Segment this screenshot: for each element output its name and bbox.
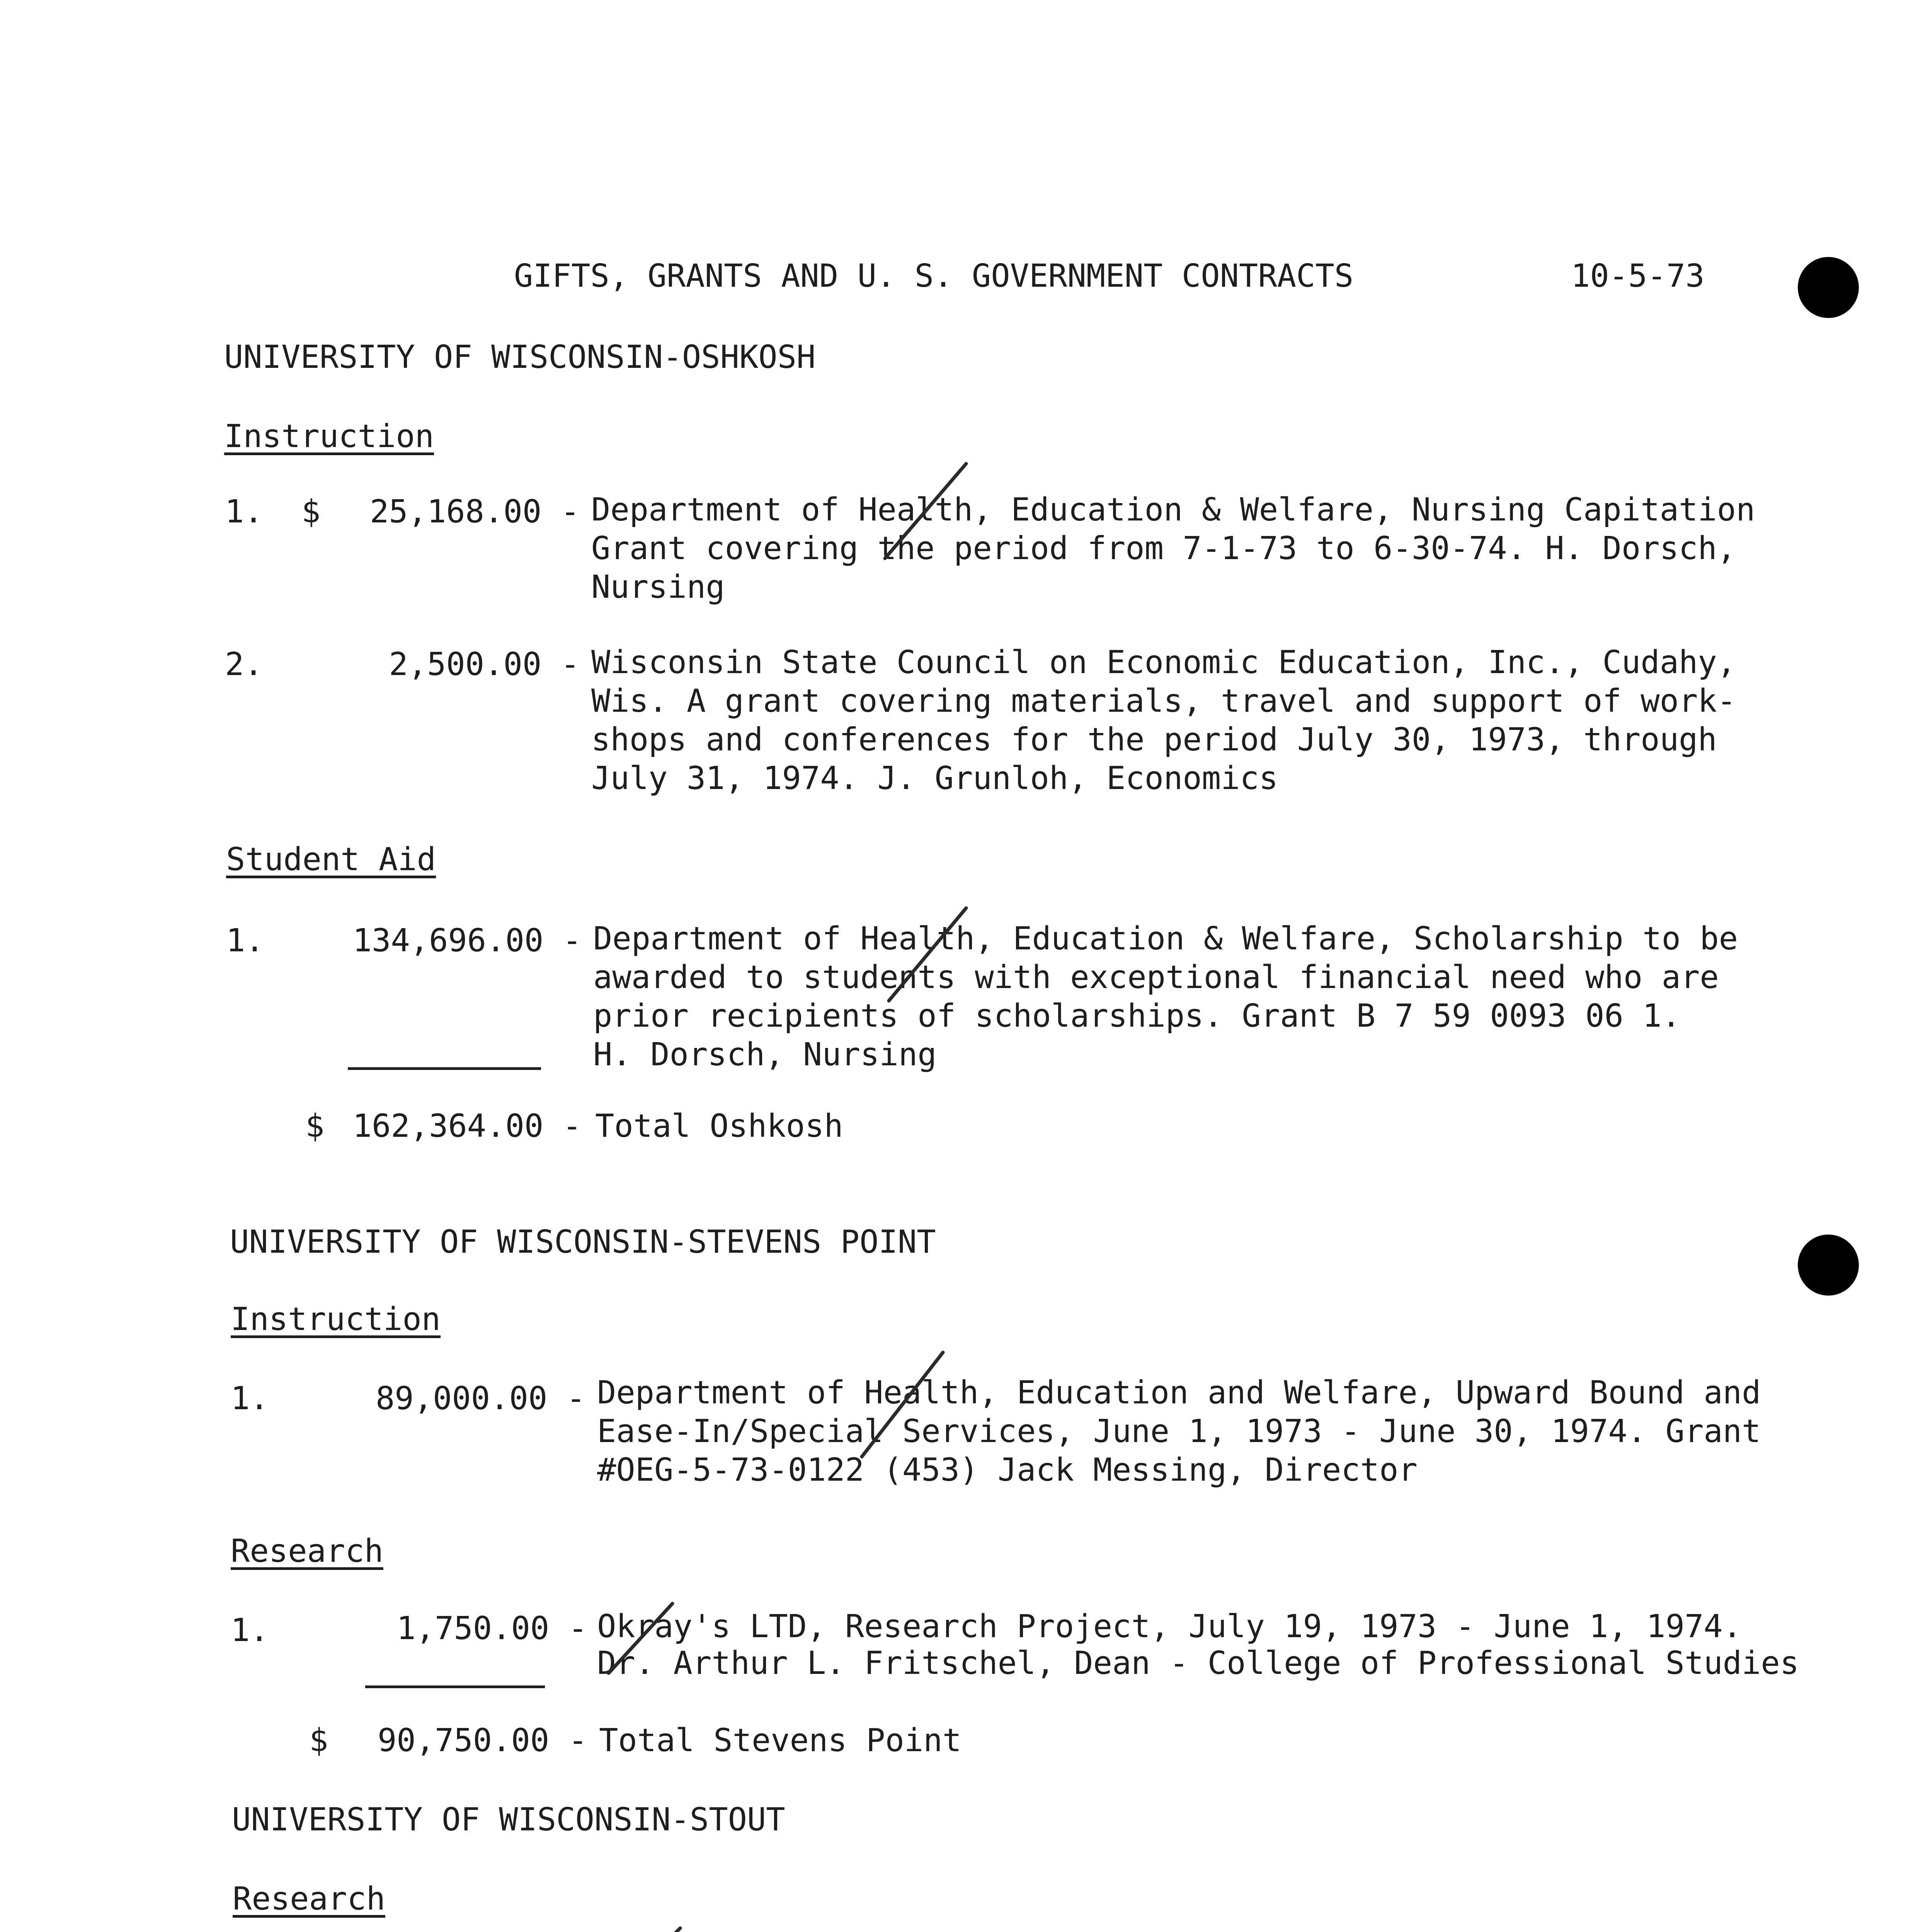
- grant-description-line: Okray's LTD, Research Project, July 19, 1973 - June 1, 1974.: [597, 1608, 1742, 1645]
- grant-amount: 134,696.00 -: [352, 922, 582, 959]
- entry-number: 1.: [231, 1380, 269, 1417]
- check-mark: [597, 1928, 680, 1932]
- grant-description-line: Wis. A grant covering materials, travel and support of work-: [591, 683, 1736, 719]
- dollar-sign: $: [305, 1108, 325, 1145]
- total-label: Total Oshkosh: [595, 1108, 843, 1145]
- check-mark: [862, 1352, 943, 1457]
- grant-description-line: prior recipients of scholarships. Grant B 7 59 0093 06 1.: [593, 998, 1681, 1034]
- grant-description-line: Department of Health, Education & Welfare, Nursing Capitation: [591, 492, 1755, 528]
- grant-description-line: Ease-In/Special Services, June 1, 1973 - June 30, 1974. Grant: [597, 1413, 1761, 1450]
- total-amount: 162,364.00 -: [352, 1108, 582, 1145]
- grant-description-line: #OEG-5-73-0122 (453) Jack Messing, Director: [597, 1452, 1418, 1488]
- grant-description-line: July 31, 1974. J. Grunloh, Economics: [591, 760, 1278, 797]
- grant-description-line: Dr. Arthur L. Fritschel, Dean - College of Professional Studies: [597, 1645, 1799, 1682]
- institution-heading-stout: UNIVERSITY OF WISCONSIN-STOUT: [232, 1801, 785, 1838]
- entry-number: 1.: [226, 922, 264, 959]
- institution-heading-stevens-point: UNIVERSITY OF WISCONSIN-STEVENS POINT: [230, 1224, 936, 1260]
- entry-number: 1.: [225, 493, 263, 530]
- institution-heading-oshkosh: UNIVERSITY OF WISCONSIN-OSHKOSH: [224, 339, 816, 376]
- check-mark: [885, 464, 966, 558]
- grant-description-line: Grant covering the period from 7-1-73 to 6-30-74. H. Dorsch,: [591, 530, 1736, 567]
- entry-number: 1.: [231, 1612, 269, 1649]
- grant-amount: 89,000.00 -: [375, 1380, 585, 1417]
- category-heading: Instruction: [231, 1301, 441, 1338]
- check-mark: [889, 908, 966, 1001]
- grant-description-line: awarded to students with exceptional financial need who are: [593, 959, 1719, 996]
- dollar-sign: $: [309, 1722, 328, 1759]
- grant-description-line: Nursing: [591, 569, 725, 605]
- category-heading: Instruction: [224, 418, 434, 455]
- grant-description-line: shops and conferences for the period July 30, 1973, through: [591, 721, 1717, 758]
- check-mark: [609, 1604, 672, 1673]
- grant-description-line: H. Dorsch, Nursing: [593, 1036, 937, 1073]
- document-date: 10-5-73: [1571, 258, 1705, 294]
- grant-amount: 25,168.00 -: [369, 493, 580, 530]
- dollar-sign: $: [301, 493, 321, 530]
- entry-number: 2.: [225, 646, 263, 683]
- grant-amount: 1,750.00 -: [397, 1610, 587, 1647]
- grant-description-line: Department of Health, Education and Welfare, Upward Bound and: [597, 1374, 1761, 1411]
- category-heading: Student Aid: [226, 841, 436, 878]
- grant-description-line: Department of Health, Education & Welfare, Scholarship to be: [593, 920, 1738, 957]
- total-label: Total Stevens Point: [599, 1722, 962, 1759]
- document-title: GIFTS, GRANTS AND U. S. GOVERNMENT CONTRACTS: [514, 258, 1354, 294]
- grant-description-line: Wisconsin State Council on Economic Education, Inc., Cudahy,: [591, 644, 1736, 681]
- grant-amount: 2,500.00 -: [389, 646, 580, 683]
- category-heading: Research: [231, 1533, 383, 1570]
- category-heading: Research: [233, 1881, 385, 1917]
- total-amount: 90,750.00 -: [377, 1722, 587, 1759]
